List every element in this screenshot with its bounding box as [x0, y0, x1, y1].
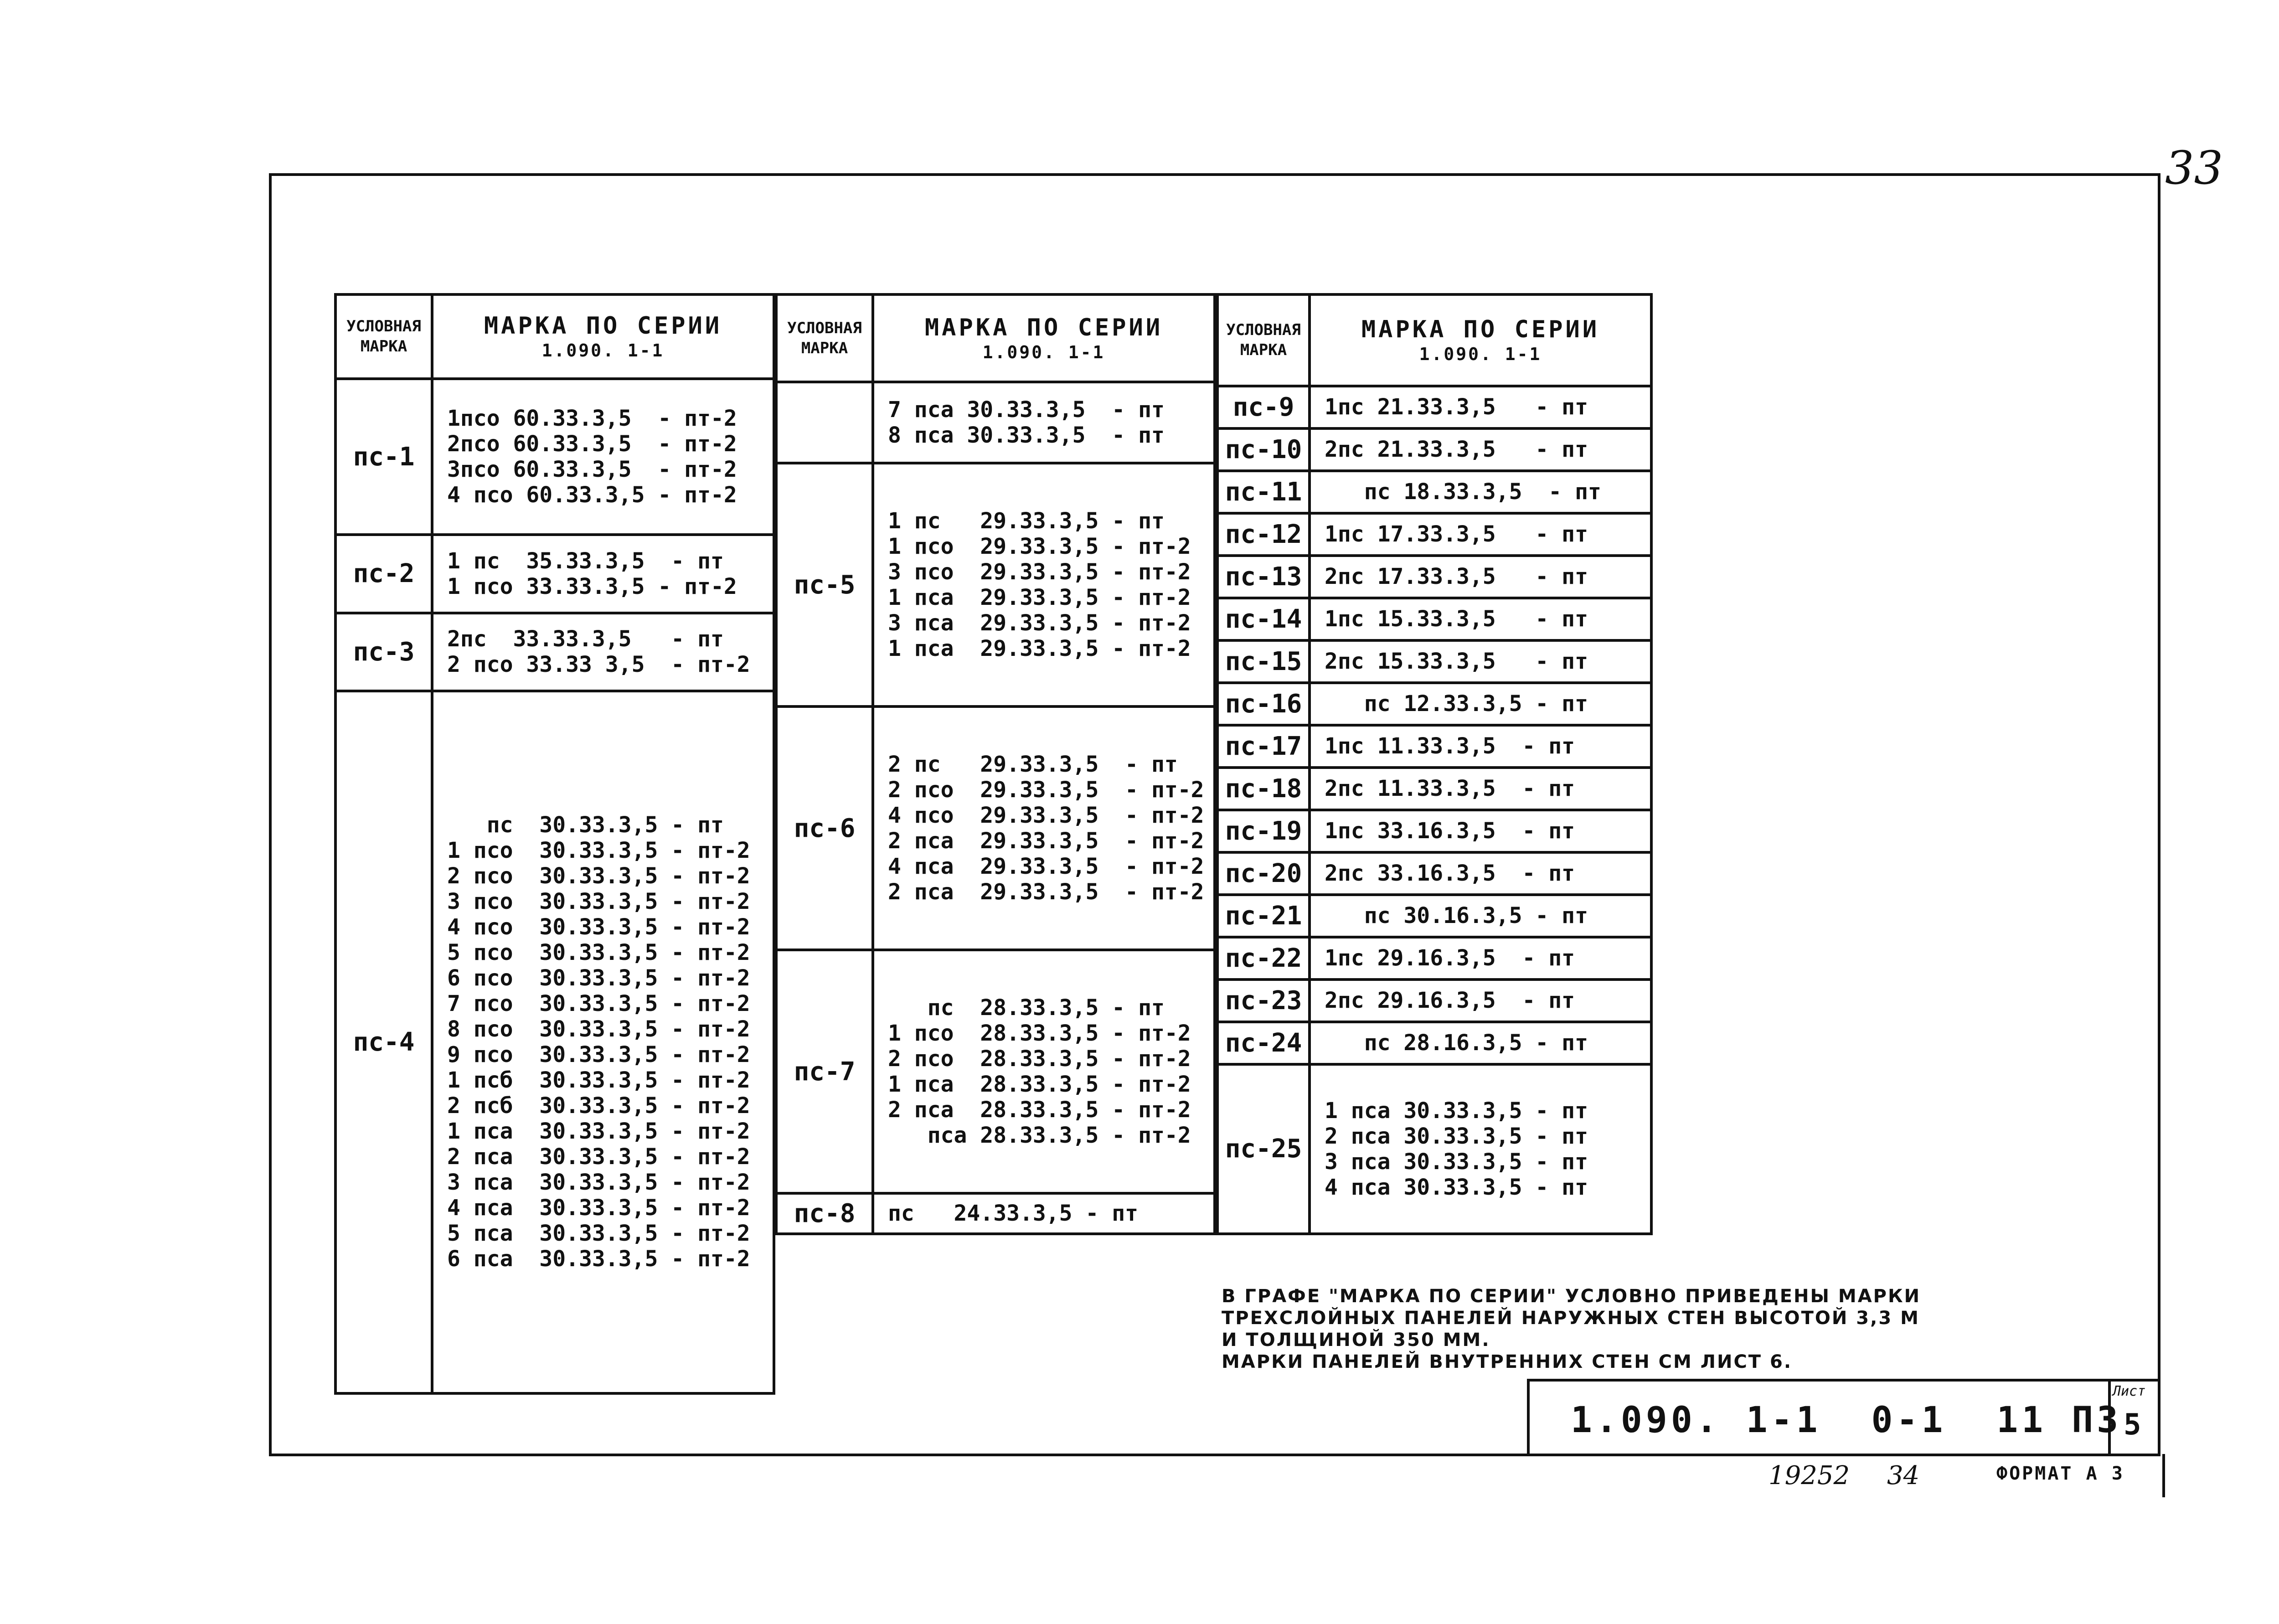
mark-line: 1пс 15.33.3,5 - пт	[1325, 606, 1588, 632]
series-marks	[873, 950, 1215, 1193]
table-row	[1217, 980, 1651, 1022]
table-row	[1217, 895, 1651, 937]
header-code: УСЛОВНАЯ МАРКА	[1217, 294, 1310, 386]
conditional-mark: пс-4	[335, 691, 432, 1393]
mark-line: 8 пса 30.33.3,5 - пт	[888, 423, 1165, 449]
mark-line: 3 пса 29.33.3,5 - пт-2	[888, 610, 1191, 636]
header-code: УСЛОВНАЯ МАРКА	[776, 294, 873, 382]
conditional-mark: пс-22	[1217, 937, 1310, 980]
mark-line: 1 пса 30.33.3,5 - пт	[1325, 1098, 1588, 1124]
mark-line: 1пс 29.16.3,5 - пт	[1325, 945, 1575, 971]
mark-line: 2пс 15.33.3,5 - пт	[1325, 649, 1588, 675]
mark-line: 1 псо 30.33.3,5 - пт-2	[447, 838, 750, 864]
mark-line: пс 30.33.3,5 - пт	[447, 812, 724, 838]
series-marks	[1310, 810, 1651, 852]
mark-line: пс 28.33.3,5 - пт	[888, 995, 1165, 1021]
table-row	[776, 382, 1215, 463]
mark-line: 3 псо 29.33.3,5 - пт-2	[888, 559, 1191, 585]
conditional-mark: пс-7	[776, 950, 873, 1193]
marks-table-2	[775, 293, 1216, 1235]
conditional-mark: пс-10	[1217, 428, 1310, 471]
table-row	[335, 535, 774, 613]
conditional-mark: пс-16	[1217, 683, 1310, 725]
series-marks	[1310, 1022, 1651, 1064]
format-label: ФОРМАТ А 3	[1996, 1463, 2124, 1484]
conditional-mark: пс-18	[1217, 768, 1310, 810]
series-marks	[1310, 513, 1651, 556]
table-row	[776, 1193, 1215, 1234]
mark-line: 5 пса 30.33.3,5 - пт-2	[447, 1221, 750, 1247]
conditional-mark: пс-20	[1217, 852, 1310, 895]
series-marks	[1310, 980, 1651, 1022]
conditional-mark: пс-8	[776, 1193, 873, 1234]
mark-line: 4 псо 60.33.3,5 - пт-2	[447, 482, 737, 508]
table-row	[776, 463, 1215, 706]
series-marks	[432, 535, 774, 613]
table-row	[1217, 1064, 1651, 1234]
mark-line: 1 псо 28.33.3,5 - пт-2	[888, 1021, 1191, 1046]
conditional-mark: пс-17	[1217, 725, 1310, 768]
mark-line: 2 псо 30.33.3,5 - пт-2	[447, 863, 750, 889]
header-series	[432, 294, 774, 379]
table-row	[1217, 598, 1651, 640]
table-row	[1217, 768, 1651, 810]
mark-line: 1 пс 35.33.3,5 - пт	[447, 548, 724, 574]
inventory-number: 19252	[1769, 1461, 1850, 1490]
mark-line: 2пс 33.16.3,5 - пт	[1325, 861, 1575, 887]
table-row	[1217, 852, 1651, 895]
table-row	[1217, 556, 1651, 598]
marks-table-1	[334, 293, 775, 1395]
series-marks	[432, 613, 774, 691]
mark-line: пс 28.16.3,5 - пт	[1325, 1030, 1588, 1056]
mark-line: 2пс 33.33.3,5 - пт	[447, 626, 724, 652]
mark-line: 6 псо 30.33.3,5 - пт-2	[447, 965, 750, 991]
sheet-label: Лист	[2113, 1383, 2146, 1399]
table-row	[1217, 428, 1651, 471]
marks-table-3	[1216, 293, 1653, 1235]
mark-line: пса 28.33.3,5 - пт-2	[888, 1123, 1191, 1148]
conditional-mark: пс-15	[1217, 640, 1310, 683]
header-series-title: МАРКА ПО СЕРИИ	[1361, 316, 1600, 344]
table-row	[1217, 386, 1651, 428]
header-series	[873, 294, 1215, 382]
corner-page-number: 33	[2165, 141, 2223, 195]
mark-line: пс 18.33.3,5 - пт	[1325, 479, 1601, 505]
mark-line: 9 псо 30.33.3,5 - пт-2	[447, 1042, 750, 1068]
conditional-mark: пс-14	[1217, 598, 1310, 640]
mark-line: 1пс 17.33.3,5 - пт	[1325, 521, 1588, 547]
table-row	[1217, 513, 1651, 556]
header-series	[1310, 294, 1651, 386]
document-code: 1.090. 1-1 0-1 11 ПЗ	[1571, 1400, 2122, 1441]
conditional-mark: пс-3	[335, 613, 432, 691]
series-marks	[873, 382, 1215, 463]
mark-line: 3 пса 30.33.3,5 - пт-2	[447, 1170, 750, 1196]
conditional-mark: пс-2	[335, 535, 432, 613]
title-block	[1527, 1379, 2122, 1456]
mark-line: 1пс 21.33.3,5 - пт	[1325, 394, 1588, 420]
series-marks	[873, 463, 1215, 706]
mark-line: пс 12.33.3,5 - пт	[1325, 691, 1588, 717]
table-row	[776, 950, 1215, 1193]
series-marks	[1310, 768, 1651, 810]
mark-line: 4 пса 30.33.3,5 - пт-2	[447, 1195, 750, 1221]
table-row	[335, 613, 774, 691]
series-marks	[873, 1193, 1215, 1234]
series-marks	[1310, 852, 1651, 895]
mark-line: 3 псо 30.33.3,5 - пт-2	[447, 889, 750, 915]
mark-line: 2 псо 28.33.3,5 - пт-2	[888, 1046, 1191, 1072]
series-marks	[432, 379, 774, 535]
mark-line: 1 пса 29.33.3,5 - пт-2	[888, 636, 1191, 662]
conditional-mark: пс-23	[1217, 980, 1310, 1022]
header-code: УСЛОВНАЯ МАРКА	[335, 294, 432, 379]
mark-line: 8 псо 30.33.3,5 - пт-2	[447, 1016, 750, 1042]
header-series-number: 1.090. 1-1	[1419, 344, 1542, 365]
mark-line: 2пс 17.33.3,5 - пт	[1325, 564, 1588, 590]
sheet-number: 5	[2124, 1408, 2141, 1442]
mark-line: 1 псо 29.33.3,5 - пт-2	[888, 534, 1191, 560]
series-marks	[432, 691, 774, 1393]
conditional-mark: пс-9	[1217, 386, 1310, 428]
series-marks	[1310, 725, 1651, 768]
conditional-mark: пс-13	[1217, 556, 1310, 598]
table-row	[1217, 1022, 1651, 1064]
series-marks	[1310, 937, 1651, 980]
conditional-mark	[776, 382, 873, 463]
mark-line: 7 пса 30.33.3,5 - пт	[888, 397, 1165, 423]
table-row	[1217, 471, 1651, 513]
series-marks	[1310, 683, 1651, 725]
mark-line: 4 псо 30.33.3,5 - пт-2	[447, 914, 750, 940]
mark-line: пс 30.16.3,5 - пт	[1325, 903, 1588, 929]
mark-line: 1пс 33.16.3,5 - пт	[1325, 818, 1575, 844]
conditional-mark: пс-11	[1217, 471, 1310, 513]
mark-line: 1 пса 30.33.3,5 - пт-2	[447, 1119, 750, 1145]
mark-line: 1пс 11.33.3,5 - пт	[1325, 733, 1575, 759]
header-series-title: МАРКА ПО СЕРИИ	[484, 312, 722, 340]
table-row	[1217, 683, 1651, 725]
mark-line: 3 пса 30.33.3,5 - пт	[1325, 1149, 1588, 1175]
mark-line: 2 пса 29.33.3,5 - пт-2	[888, 828, 1204, 854]
mark-line: 2пс 11.33.3,5 - пт	[1325, 776, 1575, 802]
mark-line: 7 псо 30.33.3,5 - пт-2	[447, 991, 750, 1017]
header-series-title: МАРКА ПО СЕРИИ	[924, 314, 1163, 342]
mark-line: 6 пса 30.33.3,5 - пт-2	[447, 1246, 750, 1272]
copy-number: 34	[1887, 1461, 1920, 1490]
conditional-mark: пс-1	[335, 379, 432, 535]
mark-line: 3псо 60.33.3,5 - пт-2	[447, 457, 737, 483]
series-marks	[1310, 471, 1651, 513]
conditional-mark: пс-12	[1217, 513, 1310, 556]
table-row	[776, 706, 1215, 950]
mark-line: 2псо 60.33.3,5 - пт-2	[447, 431, 737, 457]
mark-line: 2 пса 30.33.3,5 - пт-2	[447, 1144, 750, 1170]
conditional-mark: пс-5	[776, 463, 873, 706]
series-marks	[1310, 556, 1651, 598]
sheet-box	[2108, 1379, 2160, 1456]
mark-line: 4 псо 29.33.3,5 - пт-2	[888, 803, 1204, 829]
conditional-mark: пс-19	[1217, 810, 1310, 852]
table-row	[335, 691, 774, 1393]
series-marks	[873, 706, 1215, 950]
mark-line: 2 пс 29.33.3,5 - пт	[888, 752, 1178, 778]
header-series-number: 1.090. 1-1	[982, 342, 1105, 363]
mark-line: 1 псо 33.33.3,5 - пт-2	[447, 573, 737, 599]
conditional-mark: пс-6	[776, 706, 873, 950]
series-marks	[1310, 386, 1651, 428]
table-row	[1217, 640, 1651, 683]
conditional-mark: пс-21	[1217, 895, 1310, 937]
series-marks	[1310, 1064, 1651, 1234]
series-marks	[1310, 598, 1651, 640]
mark-line: 1 пс 29.33.3,5 - пт	[888, 508, 1165, 534]
mark-line: 1 псб 30.33.3,5 - пт-2	[447, 1067, 750, 1093]
mark-line: 4 пса 29.33.3,5 - пт-2	[888, 854, 1204, 880]
mark-line: 4 пса 30.33.3,5 - пт	[1325, 1174, 1588, 1200]
edge-mark	[2162, 1454, 2165, 1497]
note-text: В ГРАФЕ "МАРКА ПО СЕРИИ" УСЛОВНО ПРИВЕДЕНЫ МАРКИ ТРЕХСЛОЙНЫХ ПАНЕЛЕЙ НАРУЖНЫХ СТЕН ВЫСОТОЙ 3,3 М И ТОЛЩИНОЙ 350 ММ. МАРКИ ПАНЕЛЕЙ ВНУТРЕННИХ СТЕН СМ ЛИСТ 6.	[1222, 1286, 1921, 1372]
mark-line: 2 псо 33.33 3,5 - пт-2	[447, 652, 750, 678]
series-marks	[1310, 640, 1651, 683]
table-row	[335, 379, 774, 535]
table-row	[1217, 810, 1651, 852]
mark-line: 1псо 60.33.3,5 - пт-2	[447, 406, 737, 432]
table-row	[1217, 725, 1651, 768]
series-marks	[1310, 895, 1651, 937]
mark-line: 2 пса 28.33.3,5 - пт-2	[888, 1097, 1191, 1123]
mark-line: 2пс 21.33.3,5 - пт	[1325, 437, 1588, 463]
mark-line: 2 псо 29.33.3,5 - пт-2	[888, 777, 1204, 803]
mark-line: 1 пса 28.33.3,5 - пт-2	[888, 1072, 1191, 1097]
mark-line: 5 псо 30.33.3,5 - пт-2	[447, 940, 750, 966]
mark-line: пс 24.33.3,5 - пт	[888, 1201, 1139, 1227]
header-series-number: 1.090. 1-1	[541, 340, 665, 361]
conditional-mark: пс-24	[1217, 1022, 1310, 1064]
table-row	[1217, 937, 1651, 980]
mark-line: 2пс 29.16.3,5 - пт	[1325, 988, 1575, 1014]
mark-line: 2 пса 30.33.3,5 - пт	[1325, 1123, 1588, 1149]
mark-line: 2 псб 30.33.3,5 - пт-2	[447, 1093, 750, 1119]
mark-line: 1 пса 29.33.3,5 - пт-2	[888, 585, 1191, 611]
series-marks	[1310, 428, 1651, 471]
mark-line: 2 пса 29.33.3,5 - пт-2	[888, 879, 1204, 905]
conditional-mark: пс-25	[1217, 1064, 1310, 1234]
